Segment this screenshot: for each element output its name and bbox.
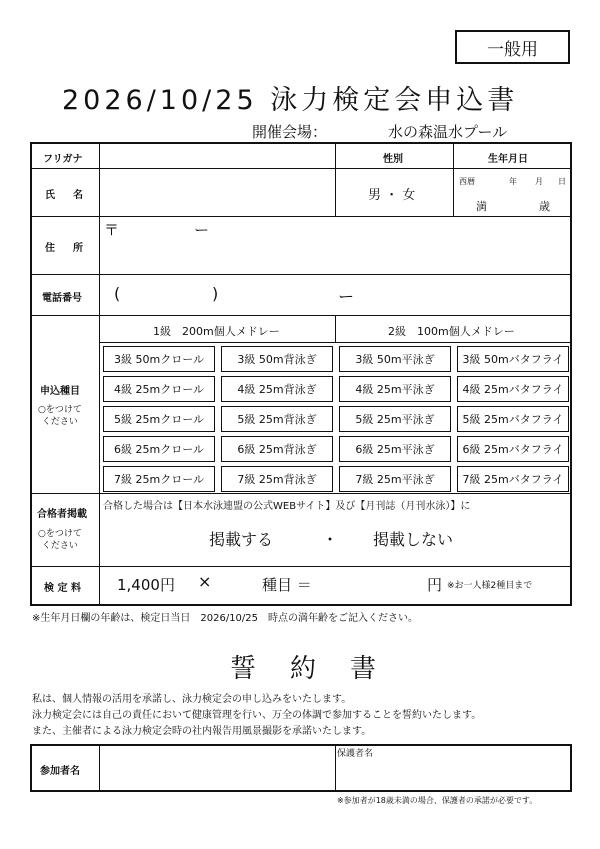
publish-note: ○をつけて ください — [38, 529, 82, 551]
year-label: 年 — [509, 177, 517, 186]
publish-text: 合格した場合は【日本水泳連盟の公式WEBサイト】及び【月刊誌（月刊水泳）】に — [103, 501, 471, 512]
publish-no[interactable]: 掲載しない — [373, 530, 454, 549]
event-option[interactable]: 6級 25mクロール — [103, 436, 215, 462]
fee-yen: 円 — [427, 576, 443, 594]
postal-dash: ー — [194, 221, 210, 239]
phone-dash: ー — [338, 287, 355, 306]
event-option[interactable]: 7級 25m平泳ぎ — [339, 466, 451, 492]
event-option[interactable]: 4級 25mバタフライ — [457, 376, 569, 402]
pledge-title: 誓 約 書 — [230, 654, 381, 684]
event-option[interactable]: 7級 25mバタフライ — [457, 466, 569, 492]
era-label: 西暦 — [459, 177, 475, 186]
fee-events: 種目 ＝ — [262, 576, 312, 594]
month-label: 月 — [535, 177, 543, 186]
guardian-input[interactable] — [336, 757, 571, 791]
page-title: 2026/10/25 泳力検定会申込書 — [62, 85, 519, 116]
day-label: 日 — [558, 177, 566, 186]
furigana-input[interactable] — [100, 143, 334, 167]
form-type-label: 一般用 — [487, 39, 538, 60]
events-note: ○をつけて ください — [38, 405, 82, 427]
event-option[interactable]: 7級 25mクロール — [103, 466, 215, 492]
gender-label: 性別 — [383, 154, 403, 165]
fee-times: × — [198, 572, 212, 591]
participant-input[interactable] — [100, 745, 334, 791]
furigana-label: フリガナ — [43, 154, 83, 165]
form-type-badge — [455, 30, 570, 64]
name-label: 氏 名 — [45, 190, 87, 201]
event-option[interactable]: 7級 25m背泳ぎ — [221, 466, 333, 492]
publish-label: 合格者掲載 — [37, 509, 87, 520]
event-option[interactable]: 6級 25mバタフライ — [457, 436, 569, 462]
pledge-line-2: 泳力検定会には自己の責任において健康管理を行い、万全の体調で参加することを誓約いたします。 — [32, 710, 482, 721]
address-input[interactable] — [100, 217, 571, 273]
pledge-line-1: 私は、個人情報の活用を承諾し、泳力検定会の申し込みをいたします。 — [32, 694, 352, 705]
address-label: 住 所 — [45, 243, 87, 254]
event-option[interactable]: 4級 25m平泳ぎ — [339, 376, 451, 402]
birth-label: 生年月日 — [488, 154, 528, 165]
phone-input[interactable] — [100, 275, 571, 314]
event-option[interactable]: 4級 25m背泳ぎ — [221, 376, 333, 402]
event-option[interactable]: 6級 25m平泳ぎ — [339, 436, 451, 462]
phone-close-paren: ) — [212, 284, 219, 303]
age-note: ※生年月日欄の年齢は、検定日当日 2026/10/25 時点の満年齢をご記入ください。 — [32, 613, 419, 624]
age-suffix: 歳 — [539, 200, 550, 213]
event-grade2[interactable]: 2級 100m個人メドレー — [388, 325, 515, 338]
guardian-note: ※参加者が18歳未満の場合、保護者の承諾が必要です。 — [337, 796, 538, 805]
name-input[interactable] — [100, 169, 334, 215]
gender-choice[interactable]: 男 ・ 女 — [368, 188, 416, 203]
age-prefix: 満 — [476, 200, 487, 213]
postal-mark: 〒 — [104, 221, 120, 239]
fee-note: ※お一人様2種目まで — [447, 581, 533, 591]
guardian-label: 保護者名 — [337, 749, 374, 759]
event-option[interactable]: 5級 25mクロール — [103, 406, 215, 432]
event-option[interactable]: 3級 50m背泳ぎ — [221, 346, 333, 372]
event-option[interactable]: 3級 50mクロール — [103, 346, 215, 372]
event-option[interactable]: 5級 25m平泳ぎ — [339, 406, 451, 432]
event-option[interactable]: 4級 25mクロール — [103, 376, 215, 402]
event-option[interactable]: 5級 25mバタフライ — [457, 406, 569, 432]
venue-label: 開催会場： — [252, 123, 328, 141]
fee-events-input[interactable] — [325, 568, 420, 602]
event-option[interactable]: 5級 25m背泳ぎ — [221, 406, 333, 432]
events-label: 申込種目 — [40, 386, 80, 397]
fee-amount: 1,400円 — [117, 576, 175, 594]
publish-dot: ・ — [322, 530, 339, 549]
phone-label: 電話番号 — [42, 293, 82, 304]
fee-label: 検 定 料 — [44, 583, 81, 594]
venue-name: 水の森温水プール — [388, 123, 508, 141]
publish-yes[interactable]: 掲載する — [209, 530, 274, 549]
event-option[interactable]: 3級 50mバタフライ — [457, 346, 569, 372]
event-option[interactable]: 3級 50m平泳ぎ — [339, 346, 451, 372]
event-grade1[interactable]: 1級 200m個人メドレー — [153, 325, 280, 338]
phone-open-paren: ( — [114, 284, 121, 303]
event-option[interactable]: 6級 25m背泳ぎ — [221, 436, 333, 462]
pledge-line-3: また、主催者による泳力検定会時の社内報告用風景撮影を承諾いたします。 — [32, 726, 372, 737]
participant-label: 参加者名 — [40, 766, 80, 777]
